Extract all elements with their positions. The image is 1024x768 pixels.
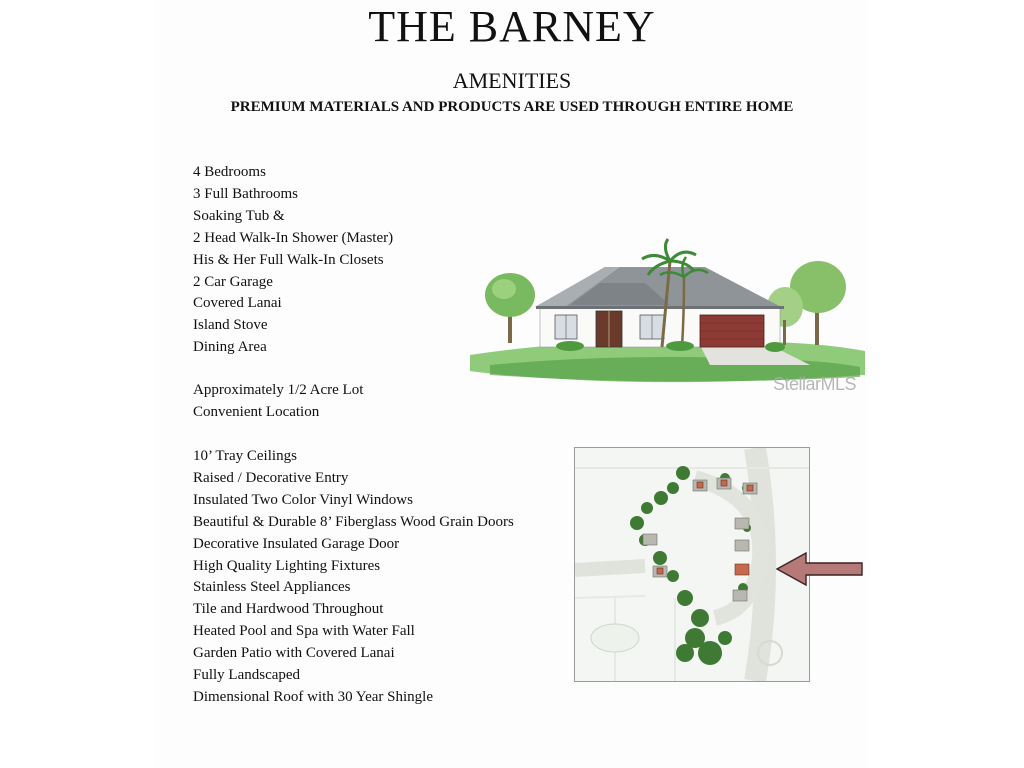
list-item: 2 Car Garage [193, 273, 273, 290]
list-item: Dining Area [193, 339, 267, 356]
list-item: Convenient Location [193, 403, 320, 420]
page-title: THE BARNEY [368, 2, 656, 51]
list-item: Tile and Hardwood Throughout [193, 601, 384, 618]
arrow-left-icon [776, 552, 864, 586]
list-item: Dimensional Roof with 30 Year Shingle [193, 688, 433, 705]
list-item: Insulated Two Color Vinyl Windows [193, 491, 413, 508]
list-item: Approximately 1/2 Acre Lot [193, 382, 364, 398]
list-item: High Quality Lighting Fixtures [193, 557, 381, 574]
list-item: Fully Landscaped [193, 667, 301, 684]
list-item: Heated Pool and Spa with Water Fall [193, 623, 415, 640]
list-item: Garden Patio with Covered Lanai [193, 645, 395, 662]
list-item: Stainless Steel Appliances [193, 579, 351, 596]
list-item: Beautiful & Durable 8’ Fiberglass Wood Grain Doors [193, 513, 514, 530]
list-item: 2 Head Walk-In Shower (Master) [193, 229, 394, 246]
list-item: 4 Bedrooms [193, 164, 266, 180]
site-plan-map [574, 447, 810, 682]
list-item: His & Her Full Walk-In Closets [193, 251, 384, 268]
list-item: Decorative Insulated Garage Door [193, 535, 400, 552]
finishes-list [193, 446, 514, 709]
list-item: Soaking Tub & [193, 207, 285, 224]
features-list [193, 162, 393, 359]
lot-list [193, 380, 363, 424]
amenities-heading: AMENITIES [452, 68, 572, 93]
list-item: 10’ Tray Ceilings [193, 448, 297, 464]
list-item: Covered Lanai [193, 295, 282, 312]
list-item: 3 Full Bathrooms [193, 185, 299, 202]
watermark-label: StellarMLS [773, 374, 857, 394]
list-item: Raised / Decorative Entry [193, 469, 349, 486]
list-item: Island Stove [193, 317, 268, 334]
materials-tagline: PREMIUM MATERIALS AND PRODUCTS ARE USED THROUGH ENTIRE HOME [230, 99, 794, 115]
